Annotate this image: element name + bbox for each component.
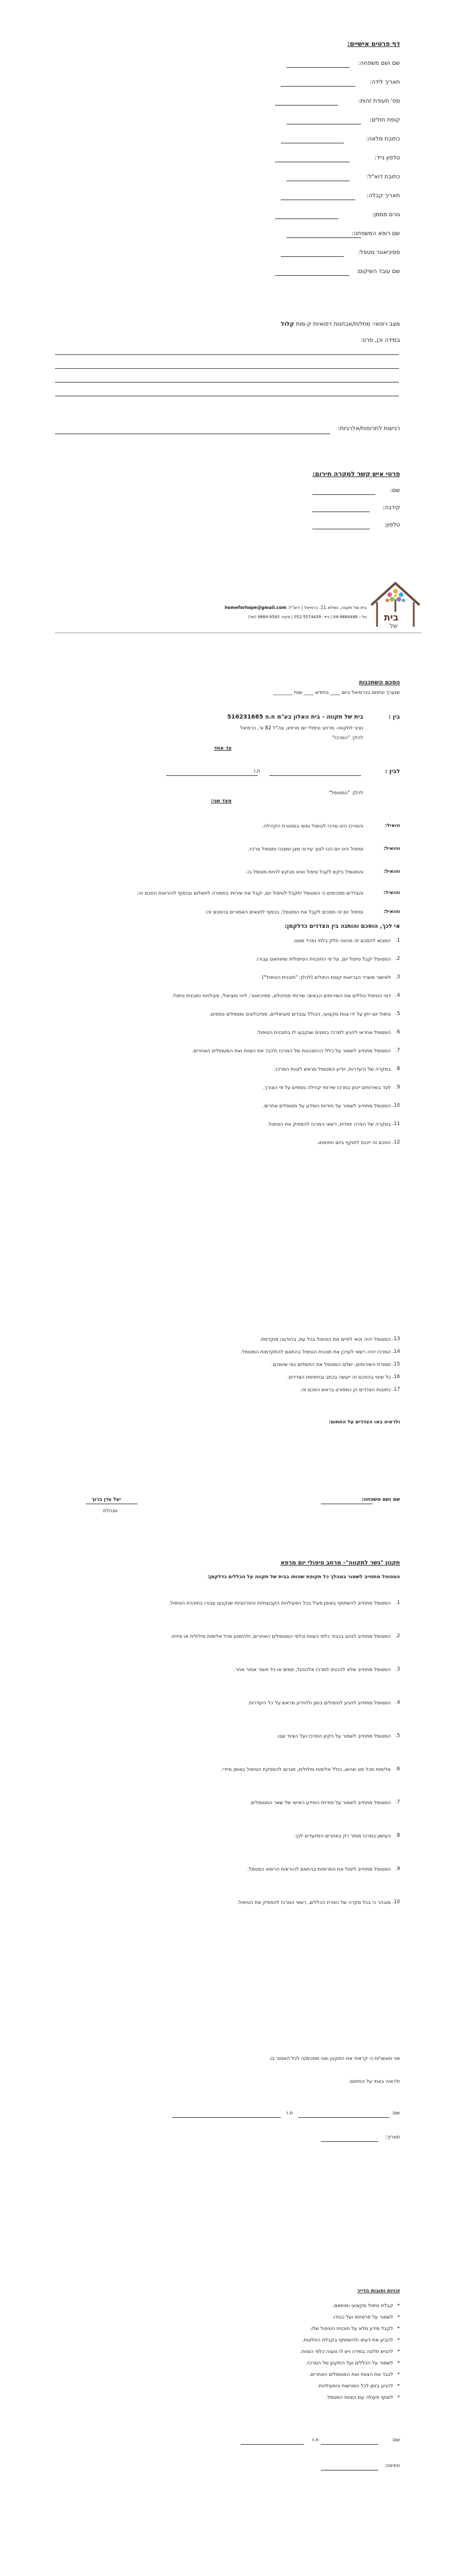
party-b: מצד שני: xyxy=(211,798,232,804)
personal-field-label: תאריך קבלה: xyxy=(366,193,400,199)
term-number: 4. xyxy=(395,993,400,998)
medical-sub-label: במידה וכן, פרט: xyxy=(360,337,400,344)
personal-field-label: שם רופא המשפחה: xyxy=(351,231,400,237)
personal-field-label: טלפון נייד: xyxy=(374,155,400,161)
letterhead-address: בית של תקווה, נופלא 11, כרמיאל | דוא"ל: homeforhope@gmail.com xyxy=(225,605,367,610)
letterhead-phone: טל׳: 04-9884488 | נייד: 052-5574439 | פקס: 9884-9583 (של) xyxy=(248,615,367,619)
rules-tz-line[interactable] xyxy=(172,2117,281,2118)
rules-date-line[interactable] xyxy=(321,2141,378,2142)
emergency-field: טלפון: xyxy=(384,522,400,528)
term-number: 9. xyxy=(395,1084,400,1090)
rights-text: להביע את דעתו ולהשתתף בקבלת החלטות. xyxy=(302,2337,393,2343)
and-label: לבין : xyxy=(385,768,400,775)
rights-text: לקבל מידע מלא על תוכנית הטיפול שלו. xyxy=(309,2326,393,2332)
term-number: 15. xyxy=(392,1361,400,1367)
rules-intro: המטופל מתחייב לשמור במהלך כל תקופת שהותו בבית של תקווה על הכללים כדלקמן: xyxy=(207,1574,400,1580)
term-text: לצד בשירותים יינתן במרכז שירותי קהילה נוספים על פי הצורך. xyxy=(263,1085,391,1091)
terms-title: אי לכך, הוסכם והותנה בין הצדדים כדלקמן: xyxy=(284,923,400,930)
rights-text: לשמור על הכללים ועל התקנון של המרכז. xyxy=(305,2360,393,2366)
rights-text: קבלת טיפול מקצועי ומותאם. xyxy=(332,2303,393,2309)
between-label: בין : xyxy=(389,714,400,720)
rights-text: לשמור על פרטיותו ועל כבודו. xyxy=(332,2315,393,2320)
rule-number: 8. xyxy=(395,1833,400,1839)
term-text: המטופל אחראי להגיע למרכז בזמנים שנקבעו לו בתוכנית הטיפול. xyxy=(256,1030,391,1036)
rules-name-line[interactable] xyxy=(298,2117,390,2118)
whereas-text: וטיפול יום זה מסכים לקבל את המטופל, בכפוף לתנאים האמורים בהסכם זה: xyxy=(205,910,363,915)
rules-date-label: תאריך: xyxy=(385,2134,400,2140)
whereas-label: הואיל: xyxy=(385,823,400,829)
personal-field-line[interactable] xyxy=(275,275,350,276)
whereas-text: והמטופל ביקש לקבל טיפול ואינו מבקש להיות מטופל בו. xyxy=(246,869,363,875)
rule-number: 6. xyxy=(395,1766,400,1772)
rights-bullet: • xyxy=(397,2348,400,2354)
whereas-text: והצדדים מסכימים כי המטופל יתקבל לטיפול יום, יקבל את שירותי בתמורה לתשלום ובכפוף להוראות הסכם זה. xyxy=(136,891,363,896)
rights-name-label: שם: xyxy=(391,2437,400,2443)
rule-text: המטופל מתחייב שלא להכניס למרכז אלכוהול, סמים או כל חומר אסור אחר. xyxy=(233,1667,391,1673)
rights-bullet: • xyxy=(397,2337,400,2343)
rules-tz-label: ת.ז xyxy=(287,2110,293,2116)
personal-field-line[interactable] xyxy=(275,105,338,106)
rule-number: 9. xyxy=(395,1866,400,1872)
sig-director: יעל עדן ברוך xyxy=(92,1497,121,1502)
rights-bullet: • xyxy=(397,2314,400,2320)
rights-name-line[interactable] xyxy=(321,2444,378,2445)
rules-signed-label: ולראיה באתי על החתום: xyxy=(349,2079,400,2085)
term-number: 5. xyxy=(395,1011,400,1017)
rules-title: תקנון "גשר לתקווה"- מרחב טיפולי יום מרפא xyxy=(280,1560,400,1566)
rule-number: 7. xyxy=(395,1800,400,1805)
rights-tz-label: ת.ז xyxy=(312,2437,319,2443)
term-number: 14. xyxy=(392,1349,400,1355)
personal-field-label: תאריך לידה: xyxy=(370,79,400,85)
term-number: 7. xyxy=(395,1048,400,1053)
logo-sub: של xyxy=(390,622,398,630)
rules-name-label: שם: xyxy=(391,2110,400,2116)
logo-word: בית xyxy=(384,612,399,623)
personal-title: דף פרטים אישיים: xyxy=(347,40,400,48)
emergency-title: פרטי איש קשר למקרה חירום: xyxy=(312,470,400,478)
term-number: 6. xyxy=(395,1029,400,1035)
term-text: המרכז יהיה רשאי לעדכן את תוכנית הטיפול בהתאם להתקדמות המטופל. xyxy=(240,1349,391,1355)
whereas-label: והואיל: xyxy=(383,846,400,852)
rule-text: מובהר כי בכל מקרה של הפרת הכללים, רשאי המרכז להפסיק את הטיפול. xyxy=(237,1900,391,1906)
term-number: 13. xyxy=(392,1336,400,1342)
term-text: תמורת השירותים, ישלם המטופל את התשלום כפי שיוסכם. xyxy=(271,1362,391,1368)
resident-tz-line[interactable] xyxy=(166,775,258,776)
rights-bullet: • xyxy=(397,2394,400,2400)
term-number: 17. xyxy=(392,1387,400,1392)
rights-text: לכבד את הצוות ואת המטופלים האחרים. xyxy=(309,2372,393,2378)
rule-number: 2. xyxy=(395,1633,400,1639)
rule-number: 1. xyxy=(395,1600,400,1606)
term-text: לאישור משרד הבריאות קופת החולים (להלן: "תוכנית הטיפול"). xyxy=(260,975,391,981)
whereas-text: והמרכז הינו מרכז לטיפול נפשי במסגרת הקהילה. xyxy=(262,823,363,829)
resident-alias: להלן: "המטופל" xyxy=(328,790,363,796)
rule-text: המטופל מתחייב לשמור על סודיות המידע האישי של שאר המטופלים. xyxy=(249,1800,391,1806)
emergency-field: קירבה: xyxy=(382,505,400,511)
personal-field-label: שם ושם משפחה: xyxy=(358,60,400,67)
term-text: המטופל יקבל טיפול יום, על פי התוכנית הטיפולית שתותאם עבורו. xyxy=(255,957,391,962)
logo xyxy=(367,576,424,631)
agreement-title: הסכם השתכנות xyxy=(359,680,400,686)
medical-status-label: מצב רפואי: מחלות/אבחנות רפואיות ק-מות קלול xyxy=(281,321,400,327)
term-number: 16. xyxy=(392,1374,400,1380)
term-text: במקרה של היעדרות, יודיע המטופל מראש לצוות המרכז. xyxy=(274,1067,391,1072)
personal-field-label: פסיכיאטר מטפל: xyxy=(358,249,400,256)
medical-status-note: קלול xyxy=(281,321,295,327)
term-text: המטופל מתחייב לשמור על כללי ההתנהגות של המרכז ולכבד את הצוות ואת המטופלים האחרים. xyxy=(192,1048,391,1054)
rights-bullet: • xyxy=(397,2302,400,2308)
tz-label: ת.ז xyxy=(253,768,260,774)
personal-field-line[interactable] xyxy=(275,218,338,219)
whereas-label: והואיל: xyxy=(383,909,400,915)
medical-line[interactable] xyxy=(55,382,399,383)
personal-field-line[interactable] xyxy=(281,86,355,87)
personal-field-label: מס' תעודת זהות: xyxy=(358,98,400,104)
rule-text: המטופל מתחייב לשמור על ניקיון המרכז ועל הציוד שבו. xyxy=(276,1734,391,1739)
personal-field-label: כתובת מלאה: xyxy=(366,136,400,142)
term-text: טיפול יום ייתן על ידי צוות מקצועי, הכולל עובדים סוציאליים, פסיכולוגים ומטפלים נוספים. xyxy=(209,1012,391,1017)
org-address: נציגי לתקווה- מרחב טיפולי יום מרפא, צה"ל 82 א', כרמיאל xyxy=(240,725,363,731)
term-number: 12. xyxy=(392,1139,400,1145)
rule-text: המטופל מתחייב להשתתף באופן פעיל בכל הפעילויות הקבוצתיות והפרטניות שנקבעו עבורו בתוכנית הטיפול. xyxy=(168,1601,391,1606)
term-number: 10. xyxy=(392,1103,400,1109)
rule-text: אלימות מכל סוג שהוא, כולל אלימות מילולית, תגרום להפסקת הטיפול באופן מיידי. xyxy=(221,1767,391,1773)
sig-resident-label: שם ושם משפחה: xyxy=(362,1497,400,1502)
rule-number: 10. xyxy=(392,1899,400,1905)
rule-number: 4. xyxy=(395,1700,400,1705)
rights-sign-label: חתימה: xyxy=(384,2463,400,2469)
whereas-text: וטיפול הינו יום הכו לצוך עירוני מצן זמצנה ומטופל צרכיו. xyxy=(248,846,363,852)
org-alias: להלן: "המרכז" xyxy=(332,735,363,741)
personal-field-label: גורם מממן: xyxy=(372,212,400,218)
letterhead-email[interactable]: homeforhope@gmail.com xyxy=(225,605,287,610)
personal-field-line[interactable] xyxy=(281,256,344,257)
term-text: הסכם זה ייכנס לתוקף ביום חתימתו. xyxy=(317,1140,391,1146)
sig-title: מנהלת xyxy=(103,1508,118,1514)
term-text: כתובות הצדדים הן כמפורט בראש הסכם זה. xyxy=(300,1387,391,1393)
rights-text: להגיע בזמן לכל הפגישות והפעילויות. xyxy=(317,2383,393,2389)
emergency-field: שם: xyxy=(390,487,400,494)
personal-field-label: קופת חולים: xyxy=(370,117,400,123)
rule-number: 3. xyxy=(395,1666,400,1672)
term-text: המטופל יהיה זכאי לסיים את הטיפול בכל עת, בהודעה מוקדמת. xyxy=(260,1337,391,1342)
personal-field-line[interactable] xyxy=(287,67,350,68)
agreement-signed-label: ולראיה באו הצדדים על החתום: xyxy=(328,1419,400,1425)
rule-number: 5. xyxy=(395,1733,400,1739)
rights-tz-line[interactable] xyxy=(241,2444,304,2445)
personal-field-label: שם עובד השיקום: xyxy=(356,268,400,275)
agreement-subtitle: שנערך ונחתם בכרמיאל ביום ____ בחודש ____ שנת ________ xyxy=(273,690,400,696)
term-text: המבוא להסכם זה מהווה חלק בלתי נפרד ממנו. xyxy=(293,938,391,944)
emergency-line[interactable] xyxy=(312,494,375,495)
rights-text: להגיש תלונה במידה ויש לו טענה כלפי הצוות. xyxy=(300,2349,393,2355)
rights-bullet: • xyxy=(397,2360,400,2366)
rights-bullet: • xyxy=(397,2325,400,2331)
medical-line[interactable] xyxy=(55,368,399,369)
term-number: 1. xyxy=(395,938,400,943)
personal-field-label: כתובת דוא"ל: xyxy=(366,174,400,180)
rules-closing: אני מאשר/ת כי קראתי את התקנון ואני מסכים/ה לכל האמור בו. xyxy=(269,2056,400,2062)
term-text: במקרה של הפרה יסודית, רשאי המרכז להפסיק את הטיפול. xyxy=(267,1122,391,1127)
party-a: צד אחד xyxy=(214,746,232,751)
term-number: 8. xyxy=(395,1066,400,1072)
term-number: 3. xyxy=(395,974,400,980)
term-number: 11. xyxy=(392,1121,400,1127)
rights-title: זכויות וחובות הדייר xyxy=(357,2288,400,2294)
org-name: בית של תקווה - בית האלון בע"מ ח.פ 516231685 xyxy=(227,714,363,720)
rule-text: העישון במרכז מותר רק באזורים המיועדים לכך. xyxy=(293,1833,391,1839)
term-text: דמי הטיפול כוללים את השירותים הבאים: שירותי פסיכולוג, פסיכיאטר, ליווי סוציאלי, פעילויות ותוכנית טיפול. xyxy=(171,993,391,999)
medical-line[interactable] xyxy=(55,354,399,355)
rights-bullet: • xyxy=(397,2383,400,2388)
rule-text: המטופל מתחייב לנהוג בכבוד כלפי הצוות וכלפי המטופלים האחרים, ולהימנע מכל אלימות מילולית או פיזית. xyxy=(170,1634,391,1640)
whereas-label: והואיל: xyxy=(383,869,400,875)
term-text: כל שינוי בהסכם זה ייעשה בכתב ובחתימת הצדדים. xyxy=(287,1375,391,1380)
term-number: 2. xyxy=(395,956,400,962)
rule-text: המטופל מתחייב ליטול את התרופות בהתאם להוראות הרופא המטפל. xyxy=(247,1867,391,1872)
whereas-label: והואיל: xyxy=(383,890,400,896)
resident-name-line[interactable] xyxy=(269,775,361,776)
allergies-label: רגישות לתרופות/אלרגיות: xyxy=(338,426,400,432)
rights-text: לשתף פעולה עם הצוות המטפל. xyxy=(325,2395,393,2401)
rights-bullet: • xyxy=(397,2371,400,2377)
term-text: המטופל מתחייב לשמור על סודיות המידע על מטופלים אחרים. xyxy=(262,1103,391,1109)
rule-text: המטופל מתחייב להגיע לטיפולים בזמן ולהודיע מראש על כל היעדרות. xyxy=(248,1700,391,1706)
personal-field-line[interactable] xyxy=(287,237,361,238)
